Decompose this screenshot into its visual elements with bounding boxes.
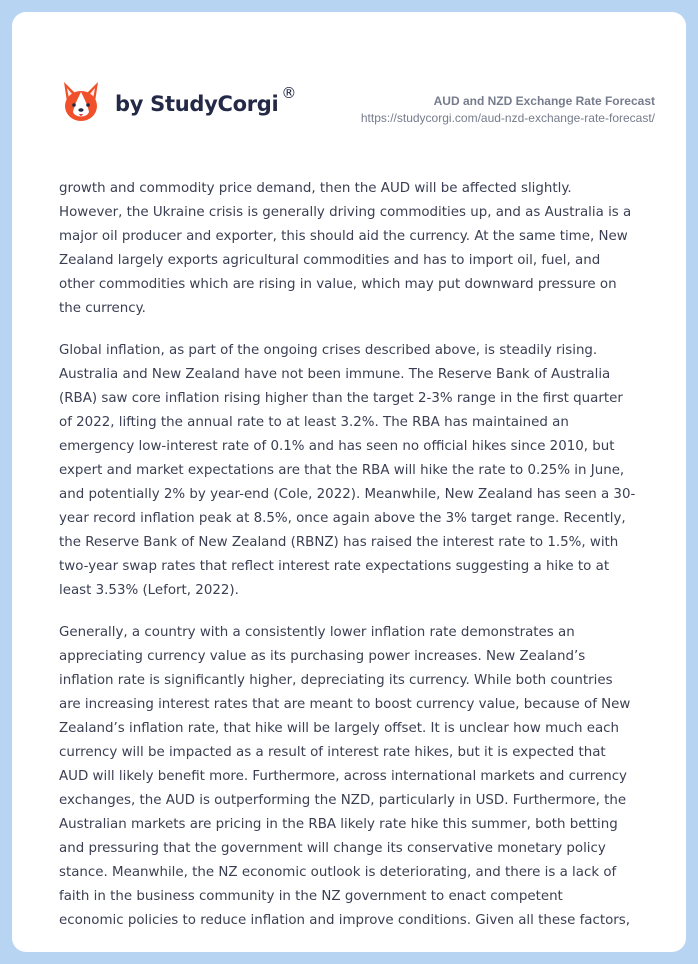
page-header <box>12 12 686 162</box>
document-title: AUD and NZD Exchange Rate Forecast <box>433 94 655 108</box>
studycorgi-logo[interactable] <box>61 76 311 128</box>
document-page <box>12 12 686 952</box>
paragraph: Generally, a country with a consistently lower inflation rate demonstrates an appreciating currency value as its purchasing power increases. New Zealand’s inflation rate is significantly higher, depreciating its currency. While both countries are increasing interest rates that are meant to boost currency value, because of New Zealand’s inflation rate, that hike will be largely offset. It is unclear how much each currency will be impacted as a result of interest rate hikes, but it is expected that AUD will likely benefit more. Furthermore, across international markets and currency exchanges, the AUD is outperforming the NZD, particularly in USD. Furthermore, the Australian markets are pricing in the RBA likely rate hike this summer, both betting and pressuring that the government will change its conservative monetary policy stance. Meanwhile, the NZ economic outlook is deteriorating, and there is a lack of faith in the business community in the NZ government to enact competent economic policies to reduce inflation and improve conditions. Given all these factors, <box>59 625 631 928</box>
paragraph: growth and commodity price demand, then the AUD will be affected slightly. However, the Ukraine crisis is generally driving commodities up, and as Australia is a major oil producer and exporter, this should aid the currency. At the same time, New Zealand largely exports agricultural commodities and has to import oil, fuel, and other commodities which are rising in value, which may put downward pressure on the currency. <box>59 181 632 316</box>
document-url[interactable]: https://studycorgi.com/aud-nzd-exchange-rate-forecast/ <box>360 111 655 125</box>
document-meta <box>361 93 655 126</box>
document-body <box>59 177 659 951</box>
corgi-icon <box>61 80 101 124</box>
paragraph: Global inflation, as part of the ongoing crises described above, is steadily rising. Australia and New Zealand have not been immune. The Reserve Bank of Australia (RBA) saw core inflation rising higher than the target 2-3% range in the first quarter of 2022, lifting the annual rate to at least 3.2%. The RBA has maintained an emergency low-interest rate of 0.1% and has seen no official hikes since 2010, but expert and market expectations are that the RBA will hike the rate to 0.25% in June, and potentially 2% by year-end (Cole, 2022). Meanwhile, New Zealand has seen a 30- year record inflation peak at 8.5%, once again above the 3% target range. Recently, the Reserve Bank of New Zealand (RBNZ) has raised the interest rate to 1.5%, with two-year swap rates that reflect interest rate expectations suggesting a hike to at least 3.53% (Lefort, 2022). <box>59 343 636 598</box>
registered-mark: ® <box>281 84 297 102</box>
brand-name: by StudyCorgi <box>115 92 279 116</box>
